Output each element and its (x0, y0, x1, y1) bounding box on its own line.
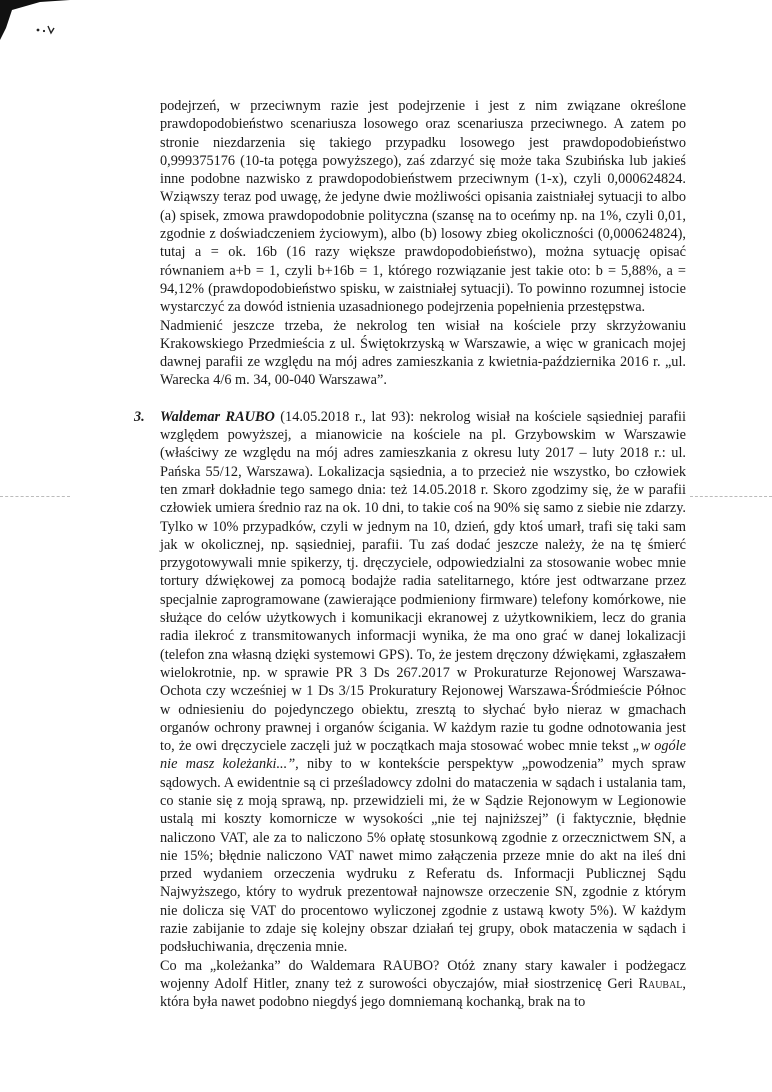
item3-text-b: , niby to w kontekście perspektyw „powodzenia” mych spraw sądowych. A ewidentnie są ci prześladowcy zdolni do mataczenia w sądach i ustalania tam, co stanie się z moją sprawą, np. przewidzieli mi, że w Sądzie Rejonowym w Legionowie ustalą mi koszty komornicze w wysokości „nie tej najniższej” (i faktycznie, błędnie naliczono VAT, ale za to naliczono 5% opłatę stosunkową zgodnie z orzecznictwem SN, a nie 15%; błędnie naliczono VAT nawet mimo załączenia przeze mnie do akt na ileś dni przed wydaniem orzeczenia wydruku z Referatu ds. Informacji Publicznej Sądu Najwyższego, który to wydruk prezentował najnowsze orzeczenie SN, zgodnie z którym nie dolicza się VAT do procentowo wyliczonej zgodnie z ustawą kwoty 5%). W każdym razie zabijanie to zdaje się kolejny obszar działań tej grupy, obok mataczenia w sądach i podsłuchiwania, dręczenia mnie. (160, 756, 686, 956)
document-body (134, 97, 687, 1012)
paragraph-item3-main (160, 408, 686, 957)
list-item-number: 3. (134, 408, 145, 425)
paragraph-item3-kolezanka (160, 957, 686, 1012)
person-name: Waldemar RAUBO (160, 408, 275, 425)
scan-fold-mark-left (0, 496, 70, 498)
item3-text-d: , która była nawet podobno niegdyś jego domniemaną kochanką, brak na to (160, 975, 686, 1011)
paragraph-nekrolog-location: Nadmienić jeszcze trzeba, że nekrolog ten wisiał na kościele przy skrzyżowaniu Krakowskiego Przedmieścia z ul. Świętokrzyską w Warszawie, a więc w granicach mojej dawnej parafii ze względu na mój adres zamieszkania z kwietnia-października 2016 r. „ul. Warecka 4/6 m. 34, 00-040 Warszawa”. (160, 317, 686, 389)
item3-text-c: Co ma „koleżanka” do Waldemara RAUBO? Otóż znany stary kawaler i podżegacz wojenny Adolf Hitler, znany też z surowości obyczajów, miał siostrzenicę Geri (160, 957, 686, 992)
paragraph-probability: podejrzeń, w przeciwnym razie jest podejrzenie i jest z nim związane określone prawdopodobieństwo scenariusza losowego oraz scenariusza przeciwnego. A zatem po stronie niezdarzenia się takiego przypadku losowego jest prawdopodobieństwo 0,999375176 (10-ta potęga powyższego), zaś zdarzyć się może taka Szubińska lub jakieś inne podobne nazwisko z prawdopodobieństwem przeciwnym (1-x), czyli 0,000624824. Wziąwszy teraz pod uwagę, że jedyne dwie możliwości opisania zaistniałej sytuacji to albo (a) spisek, zmowa prawdopodobnie polityczna (szansę na to oceńmy np. na 1%, czyli 0,01, zgodnie z doświadczeniem życiowym), albo (b) losowy zbieg okoliczności (0,000624824), tutaj a = ok. 16b (16 razy większe prawdopodobieństwo), można sytuację opisać równaniem a+b = 1, czyli b+16b = 1, którego rozwiązanie jest takie oto: b = 5,88%, a = 94,12% (prawdopodobieństwo spisku, w zaistniałej sytuacji). To powinno rozumnej istocie wystarczyć za dowód istnienia uzasadnionego podejrzenia popełnienia przestępstwa. (160, 98, 686, 316)
list-item-3 (134, 408, 687, 1012)
quoted-phrase: „w ogóle nie masz koleżanki...” (160, 738, 687, 773)
scan-fold-mark-right (690, 496, 772, 498)
surname-raubal: Raubal (638, 975, 683, 992)
scan-corner-mark (0, 0, 70, 40)
item3-text-a: (14.05.2018 r., lat 93): nekrolog wisiał na kościele sąsiedniej parafii względem powyższej, a mianowicie na kościele na pl. Grzybowskim w Warszawie (właściwy ze względu na mój adres zamieszkania z okresu luty 2017 – luty 2018 r.: ul. Pańska 55/12, Warszawa). Lokalizacja sąsiednia, a to przecież nie wszystko, bo człowiek ten zmarł dokładnie tego samego dnia: też 14.05.2018 r. Skoro zgodzimy się, że w parafii człowiek umiera średnio raz na ok. 10 dni, to takie coś na 90% się samo z siebie nie zdarzy. Tylko w 10% przypadków, czyli w jednym na 10, dzień, gdy ktoś umarł, trafi się taki sam jak w okolicznej, np. sąsiedniej, parafii. Tu zaś dodać jeszcze należy, że na tę śmierć przygotowywali mnie spikerzy, tj. dręczyciele, odpowiedzialni za stosowanie wobec mnie tortury dźwiękowej za pomocą bodajże radia satelitarnego, które jest odtwarzane przez specjalnie zaprogramowane (zawierające podmieniony firmware) telefony komórkowe, nie służące do celów użytkowych i komunikacji ekranowej z użytkownikiem, lecz do grania radia ilekroć z transmitowanych informacji wynika, że ma ono grać w danej lokalizacji (telefon zna własną dzięki systemowi GPS). To, że jestem dręczony dźwiękami, zgłaszałem wielokrotnie, np. w sprawie PR 3 Ds 267.2017 w Prokuraturze Rejonowej Warszawa-Ochota czy wcześniej w 1 Ds 3/15 Prokuratury Rejonowej Warszawa-Śródmieście Północ w odniesieniu do pojedynczego obiektu, zresztą to słychać było nieraz w gmachach organów ochrony prawnej i organów ścigania. W każdym razie tu godne odnotowania jest to, że owi dręczyciele zaczęli już w początkach maja stosować wobec mnie tekst (160, 408, 686, 755)
continuation-block (160, 97, 686, 390)
